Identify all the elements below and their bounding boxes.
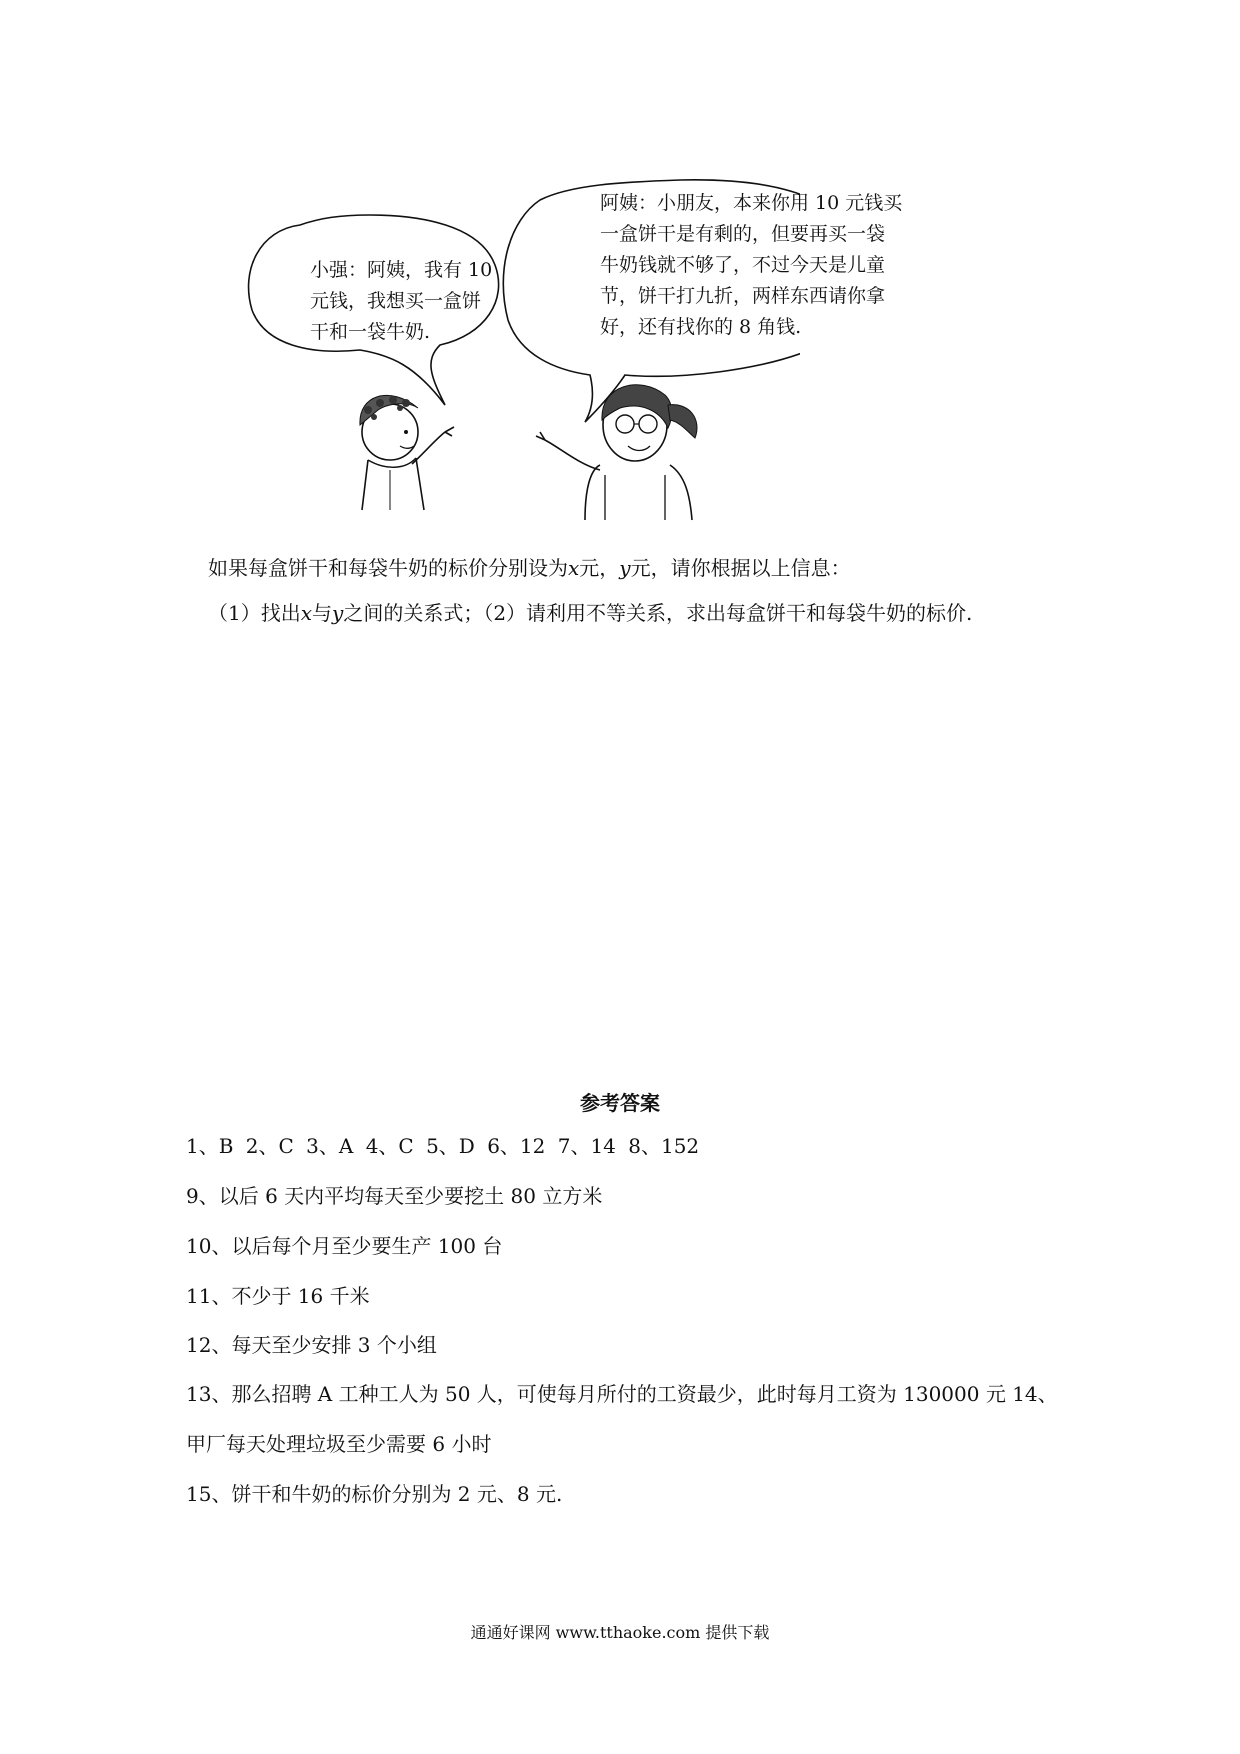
question-text: 之间的关系式；（2）请利用不等关系，求出每盒饼干和每袋牛奶的标价. [343,601,973,625]
xiaoqiang-line: 小强：阿姨，我有 10 [310,259,493,281]
woman-figure [536,385,697,520]
problem-text: 如果每盒饼干和每袋牛奶的标价分别设为 [208,556,568,580]
ayi-line: 节，饼干打九折，两样东西请你拿 [600,285,886,307]
variable-x: x [568,556,580,580]
variable-x: x [300,601,313,625]
ayi-speech-text [600,188,902,343]
answer-line: 13、那么招聘 A 工种工人为 50 人，可使每月所付的工资最少，此时每月工资为 130000 元 14、 [186,1382,1058,1406]
variable-y: y [619,556,631,580]
problem-text: 元，请你根据以上信息： [630,556,851,580]
boy-figure [360,395,454,510]
answer-line: 9、以后 6 天内平均每天至少要挖土 80 立方米 [186,1184,603,1208]
ayi-line: 阿姨：小朋友，本来你用 10 元钱买 [600,192,903,214]
ayi-line: 一盒饼干是有剩的，但要再买一袋 [600,223,886,245]
page-footer: 通通好课网 www.tthaoke.com 提供下载 [470,1623,770,1642]
ayi-line: 牛奶钱就不够了，不过今天是儿童 [600,254,886,276]
question-text: 与 [312,601,333,625]
answers-heading: 参考答案 [580,1091,660,1115]
answer-line: 12、每天至少安排 3 个小组 [186,1333,437,1357]
xiaoqiang-line: 干和一袋牛奶. [310,321,431,343]
answer-line: 甲厂每天处理垃圾至少需要 6 小时 [186,1432,492,1456]
problem-statement [208,552,851,581]
answer-line: 15、饼干和牛奶的标价分别为 2 元、8 元. [186,1482,563,1506]
problem-text: 元， [579,556,620,580]
question-text: （1）找出 [208,601,301,625]
answer-line: 11、不少于 16 千米 [186,1284,370,1308]
answer-line: 10、以后每个月至少要生产 100 台 [186,1234,503,1258]
variable-y: y [332,601,344,625]
problem-questions [208,597,972,626]
xiaoqiang-line: 元钱，我想买一盒饼 [310,290,482,312]
xiaoqiang-speech-text [310,255,492,348]
ayi-line: 好，还有找你的 8 角钱. [600,316,802,338]
answer-line: 1、B 2、C 3、A 4、C 5、D 6、12 7、14 8、152 [186,1134,700,1158]
